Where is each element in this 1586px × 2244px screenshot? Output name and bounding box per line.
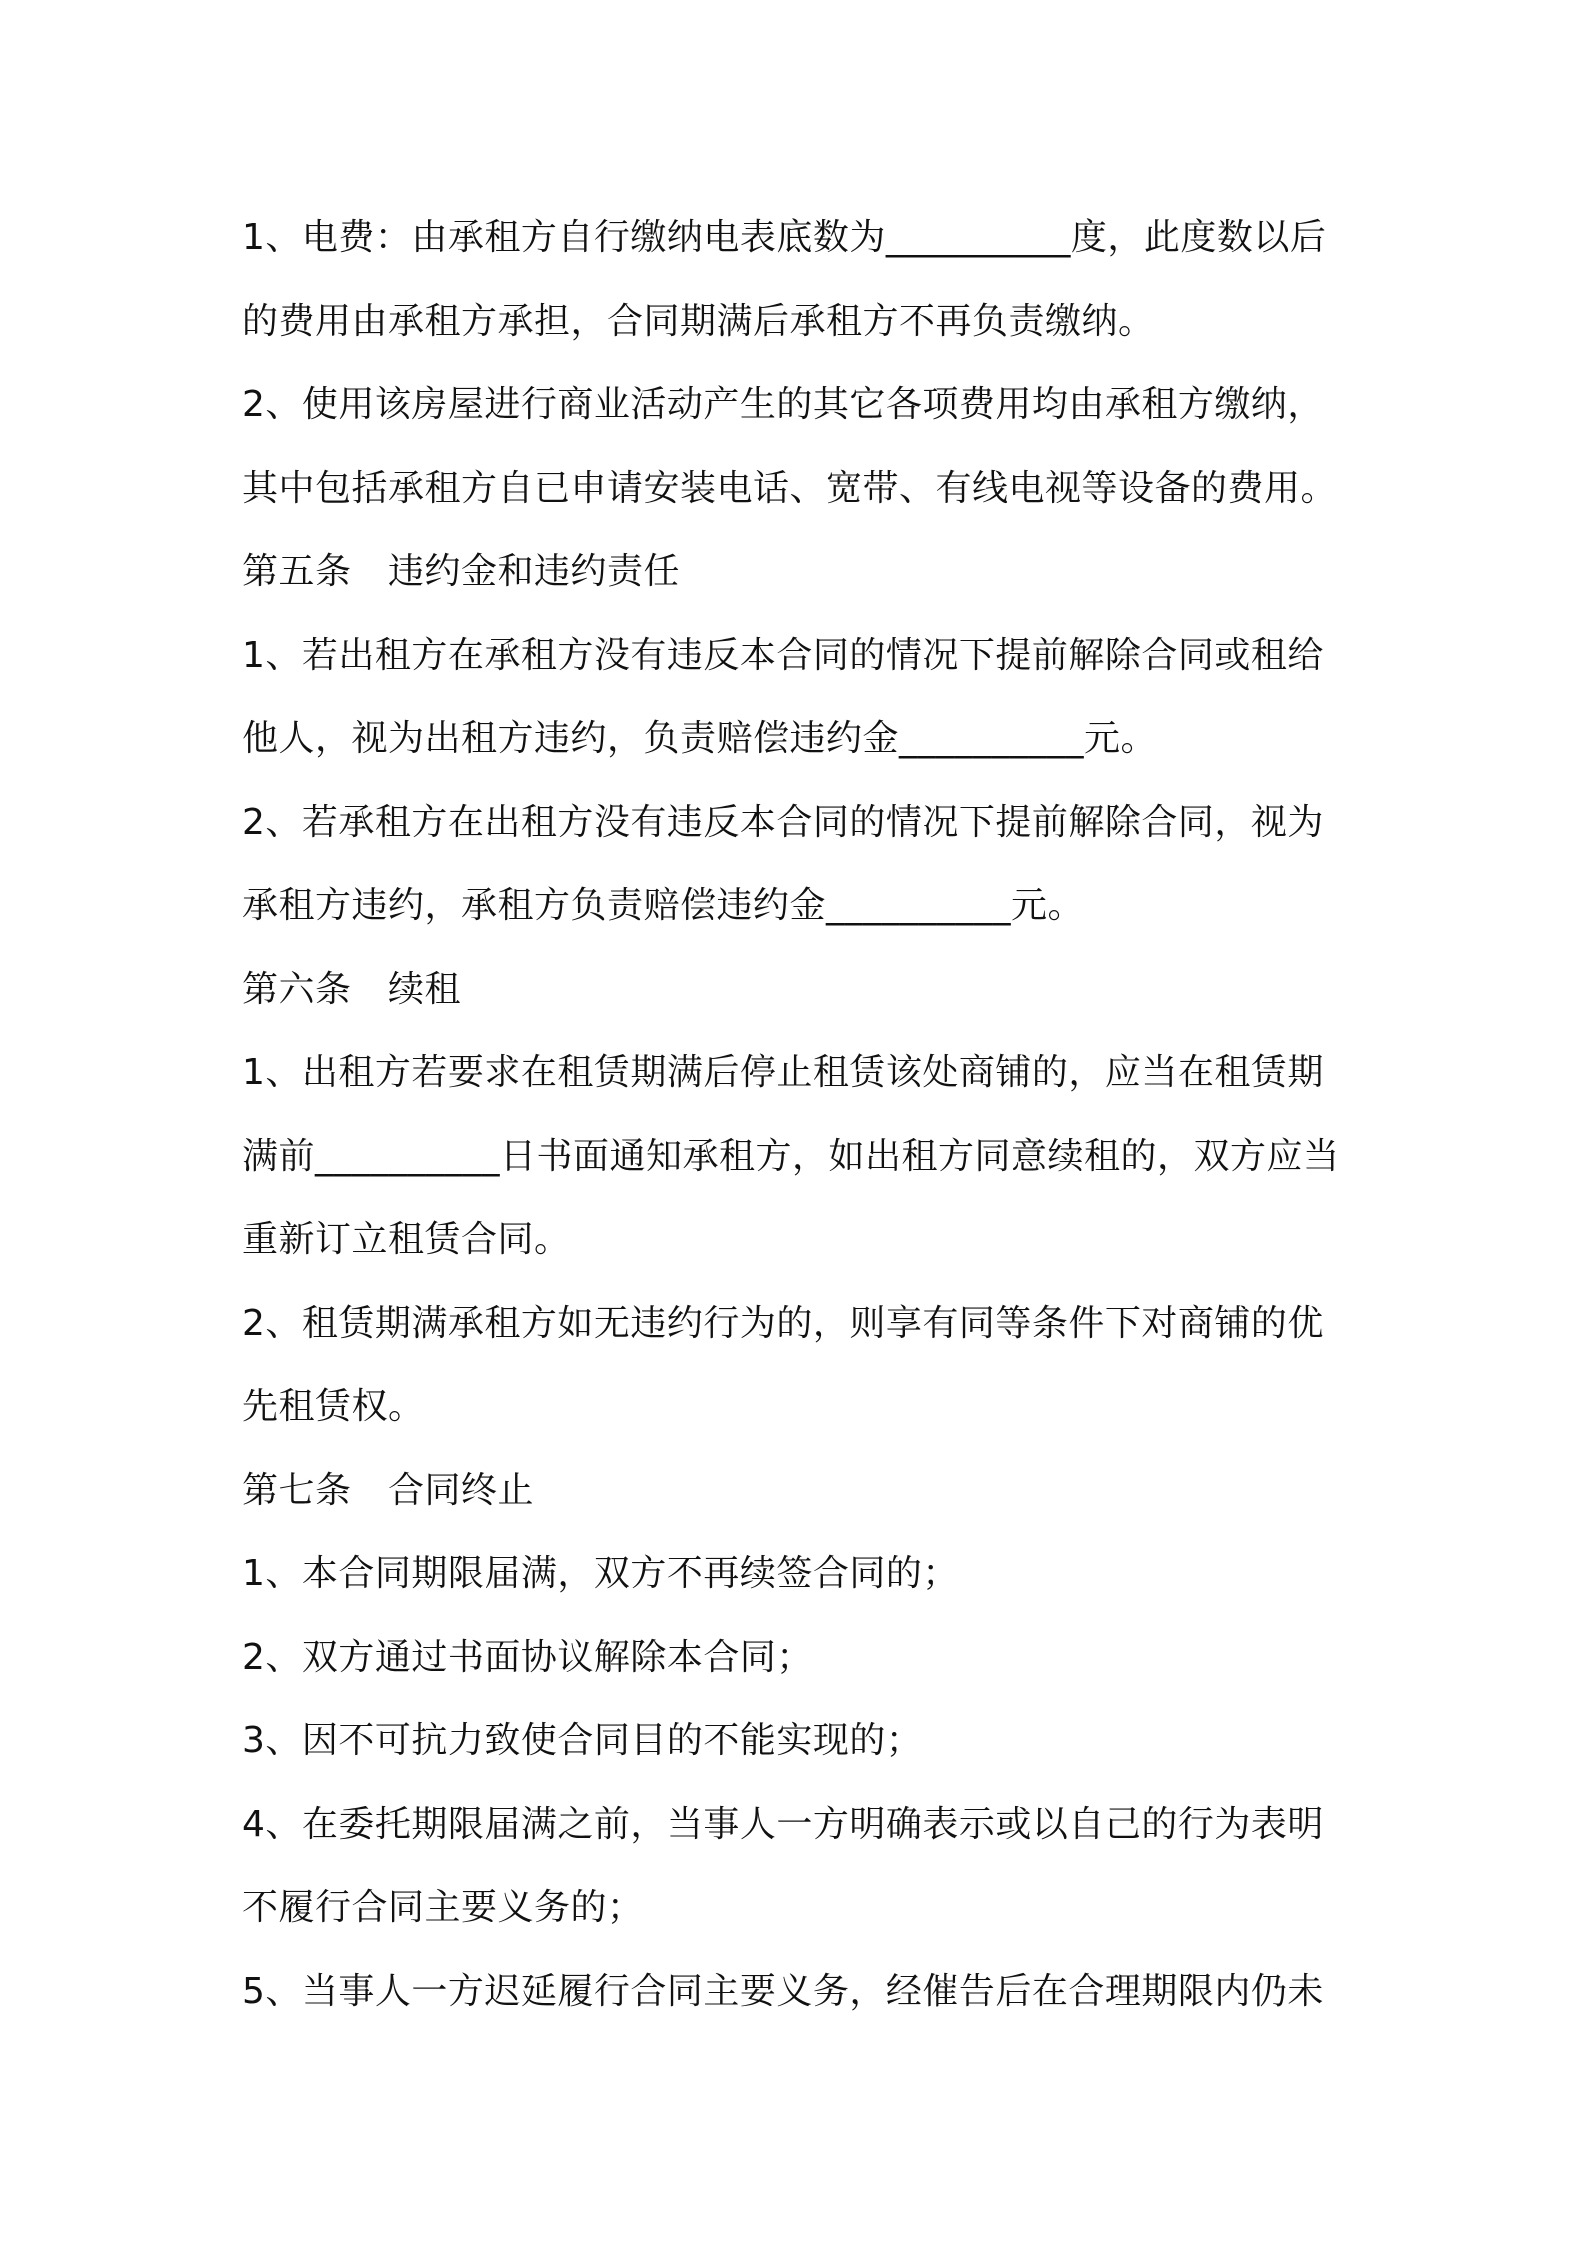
text-line: 其中包括承租方自已申请安装电话、宽带、有线电视等设备的费用。: [242, 467, 1338, 509]
text-line: 承租方违约，承租方负责赔偿违约金__________元。: [242, 885, 1085, 926]
section-heading: 第五条 违约金和违约责任: [242, 551, 681, 592]
text-line: 5、当事人一方迟延履行合同主要义务，经催告后在合理期限内仍未: [242, 1970, 1324, 2012]
text-line: 1、电费：由承租方自行缴纳电表底数为__________度，此度数以后: [242, 217, 1327, 258]
text-line: 2、双方通过书面协议解除本合同；: [242, 1636, 813, 1678]
document-body: [242, 196, 1354, 2033]
text-line: 2、若承租方在出租方没有违反本合同的情况下提前解除合同，视为: [242, 801, 1324, 843]
section-heading: 第七条 合同终止: [242, 1469, 535, 1511]
text-line: 的费用由承租方承担，合同期满后承租方不再负责缴纳。: [242, 300, 1155, 342]
text-line: 满前__________日书面通知承租方，如出租方同意续租的，双方应当: [242, 1135, 1340, 1177]
text-line: 不履行合同主要义务的；: [242, 1887, 644, 1928]
section-heading: 第六条 续租: [242, 968, 462, 1010]
text-line: 1、本合同期限届满，双方不再续签合同的；: [242, 1553, 959, 1594]
text-line: 2、使用该房屋进行商业活动产生的其它各项费用均由承租方缴纳，: [242, 384, 1324, 425]
text-line: 1、若出租方在承租方没有违反本合同的情况下提前解除合同或租给: [242, 634, 1324, 676]
text-line: 1、出租方若要求在租赁期满后停止租赁该处商铺的，应当在租赁期: [242, 1052, 1324, 1093]
text-line: 重新订立租赁合同。: [242, 1219, 571, 1260]
text-line: 2、租赁期满承租方如无违约行为的，则享有同等条件下对商铺的优: [242, 1302, 1324, 1344]
text-line: 4、在委托期限届满之前，当事人一方明确表示或以自己的行为表明: [242, 1803, 1324, 1845]
text-line: 他人，视为出租方违约，负责赔偿违约金__________元。: [242, 718, 1158, 759]
text-line: 先租赁权。: [242, 1386, 425, 1427]
text-line: 3、因不可抗力致使合同目的不能实现的；: [242, 1720, 923, 1761]
